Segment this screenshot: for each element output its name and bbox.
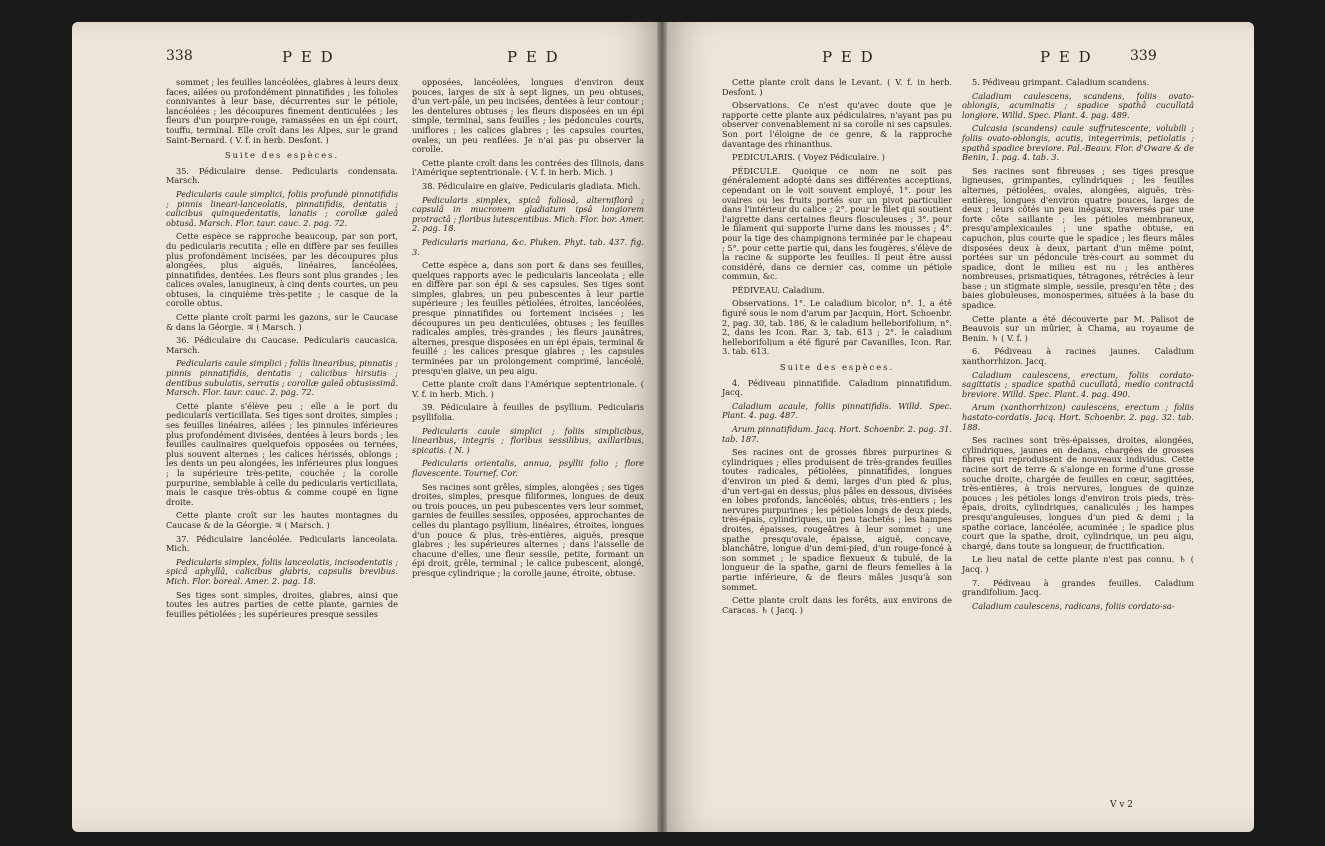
paragraph: opposées, lancéolées, longues d'environ deux pouces, larges de six à sept lignes, un peu obtuses, d'un vert-pâle, un peu incisées, dentées à leur contour ; les dentelures obtuses ; les fleurs disposées en un épi simple, terminal, sans feuilles ; les pédoncules courts, uniflores ; les calices glabres ; les capsules courtes, ovales, un peu renflées. Je n'ai pas pu observer la corolle. bbox=[412, 77, 644, 155]
paragraph: Observations. 1°. Le caladium bicolor, n°. 1, a été figuré sous le nom d'arum par Jacquin, Hort. Schoenbr. 2, pag. 30, tab. 186, & le caladium helleborifolium, n°. 2, dans les Icon. Rar. 3, tab. 613 ; 2°. le caladium helleborifolium a été figuré par Cavanilles, Icon. Rar. 3. tab. 613. bbox=[722, 298, 952, 357]
latin-description: Culcasia (scandens) caule suffrutescente, volubili ; foliis ovato-oblongis, acutis, integerrimis, petiolatis ; spathâ spadice breviore. Pal.-Beauv. Flor. d'Oware & de Benin, 1. pag. 4. tab. 3. bbox=[962, 123, 1194, 163]
book-gutter bbox=[657, 22, 667, 832]
paragraph: PÉDICULE. Quoique ce nom ne soit pas généralement adopté dans ses différentes acceptions, cependant on le voit souvent employé, 1°. pour les ovaires ou les fruits portés sur un pivot particulier dans l'intérieur du calice ; 2°. pour le filet qui soutient l'aigrette dans certaines fleurs flosculeuses ; 3°. pour le filament qui supporte l'urne dans les mousses ; 4°. pour la tige des champignons terminée par le chapeau ; 5°. pour cette partie qui, dans les fougères, s'élève de la racine & supporte les feuilles. Il peut être aussi considéré, dans ce dernier cas, comme un pétiole commun, &c. bbox=[722, 165, 952, 282]
species-heading: 7. Pédiveau à grandes feuilles. Caladium grandifolium. Jacq. bbox=[962, 577, 1194, 598]
entry-heading: PEDICULARIS. ( Voyez Pédiculaire. ) bbox=[732, 152, 885, 163]
paragraph: Cette plante croît parmi les gazons, sur le Caucase & dans la Géorgie. ♃ ( Marsch. ) bbox=[166, 312, 398, 332]
species-heading: 4. Pédiveau pinnatifide. Caladium pinnatifidum. Jacq. bbox=[722, 377, 952, 398]
paragraph: Cette plante s'élève peu ; elle a le port du pedicularis verticillata. Ses tiges sont droites, simples ; ses feuilles linéaires, ailées ; les pinnules inférieures plus profondément divisées, dentées à leurs bords ; les feuilles caulinaires quelquefois opposées ou ternées, plus souvent alternes ; les calices hérissés, oblongs ; les dents un peu alongées, les inférieures plus longues ; la supérieure très-petite, couchée ; la corolle purpurine, semblable à celle du pedicularis verticillata, mais le casque très-obtus & comme coupé en ligne droite. bbox=[166, 400, 398, 507]
latin-description: Arum pinnatifidum. Jacq. Hort. Schoenbr. 2. pag. 31. tab. 187. bbox=[722, 424, 952, 444]
left-column-1 bbox=[166, 78, 398, 623]
species-heading: 36. Pédiculaire du Caucase. Pedicularis caucasica. Marsch. bbox=[166, 335, 398, 355]
latin-description: Pedicularis caule simplici, foliis profundè pinnatifidis ; pinnis lineari-lanceolatis, pinnatifidis, dentatis ; calicibus quinquedentatis, lanatis ; corollæ galeâ obtusâ. Marsch. Flor. taur. cauc. 2. pag. 72. bbox=[166, 188, 398, 228]
left-header-right: P E D bbox=[507, 48, 560, 66]
paragraph: Ses racines sont très-épaisses, droites, alongées, cylindriques, jaunes en dedans, chargées de grosses fibres qui reproduisent de nouveaux individus. Cette racine sort de terre & s'alonge en forme d'une grosse souche droite, chargée de feuilles en cœur, sagittées, très-entières, à trois nervures, longues de quinze pouces ; les pétioles longs d'environ trois pieds, très-épais, droits, cylindriques, canaliculés ; les hampes presqu'anguleuses, longues d'un pied & demi ; la spathe coriace, lancéolée, acuminée ; le spadice plus court que la spathe, droit, cylindrique, un peu aigu, chargé, dans toute sa longueur, de fructification. bbox=[962, 435, 1194, 551]
section-heading: Suite des espèces. bbox=[779, 362, 895, 373]
paragraph: Cette espèce a, dans son port & dans ses feuilles, quelques rapports avec le pedicularis lanceolata ; elle en diffère par son épi & ses capsules. Ses tiges sont simples, glabres, un peu pubescentes à leur partie supérieure ; les feuilles pétiolées, étroites, lancéolées, presque pinnatifides ou fortement incisées ; les découpures un peu denticulées, obtuses ; les feuilles radicales amples, très-grandes ; les fleurs jaunâtres, alternes, presque disposées en un épi épais, terminal & feuillé ; les calices presque glabres ; les capsules terminées par un prolongement comprimé, lancéolé, presqu'en glaive, un peu aigu. bbox=[412, 260, 644, 376]
left-header-left: P E D bbox=[282, 48, 335, 66]
paragraph: Ses racines ont de grosses fibres purpurines & cylindriques ; elles produisent de très-grandes feuilles toutes radicales, pétiolées, pinnatifides, longues d'environ un pied & demi, larges d'un pied & plus, d'un vert-gai en dessus, plus pâles en dessous, divisées en lobes profonds, lancéolés, obtus, très-entiers ; les nervures purpurines ; les pétioles longs de deux pieds, très-épais, cylindriques, un peu tachetés ; les hampes droites, épaisses, rougeâtres à leur sommet ; une spathe presqu'ovale, épaisse, aiguë, concave, blanchâtre, longue d'un demi-pied, d'un rouge-foncé à son sommet ; le spadice flexueux & tubulé, de la longueur de la spathe, garni de fleurs femelles à la partie inférieure, & de fleurs mâles jusqu'à son sommet. bbox=[722, 447, 952, 592]
signature-mark: V v 2 bbox=[1110, 800, 1134, 810]
right-page-number: 339 bbox=[1130, 48, 1157, 64]
species-heading: 37. Pédiculaire lancéolée. Pedicularis lanceolata. Mich. bbox=[166, 533, 398, 554]
species-heading: 39. Pédiculaire à feuilles de psyllium. Pedicularis psyllifolia. bbox=[412, 402, 644, 422]
latin-description: Pedicularis caule simplici ; foliis linearibus, pinnatis ; pinnis pinnatifidis, dentatis ; calicibus hirsutis ; dentibus subulatis, serratis ; corollæ galeâ obtusissimâ. Marsch. Flor. taur. cauc. 2. pag. 72. bbox=[166, 358, 399, 398]
species-heading: 5. Pédiveau grimpant. Caladium scandens. bbox=[972, 77, 1150, 87]
paragraph: Cette plante croît dans l'Amérique septentrionale. ( V. f. in herb. Mich. ) bbox=[412, 379, 644, 399]
paragraph: Cette plante a été découverte par M. Palisot de Beauvois sur un mûrier, à Chama, au royaume de Benin. ♄ ( V. f. ) bbox=[962, 313, 1194, 343]
paragraph: Cette plante croît dans les forêts, aux environs de Caracas. ♄ ( Jacq. ) bbox=[722, 595, 952, 615]
paragraph: Cette plante croît sur les hautes montagnes du Caucase & de la Géorgie. ♃ ( Marsch. ) bbox=[166, 510, 398, 530]
paragraph: Cette plante croît dans les contrées des Illinois, dans l'Amérique septentrionale. ( V. f. in herb. Mich. ) bbox=[412, 157, 644, 178]
entry-heading: PÉDIVEAU. Caladium. bbox=[732, 284, 825, 295]
paragraph: Observations. Ce n'est qu'avec doute que je rapporte cette plante aux pédiculaires, n'ayant pas pu observer convenablement ni sa corolle ni ses capsules. Son port l'éloigne de ce genre, & la rapproche davantage des rhinanthus. bbox=[722, 100, 952, 149]
right-header-left: P E D bbox=[822, 48, 875, 66]
paragraph: Ses racines sont fibreuses ; ses tiges presque ligneuses, grimpantes, cylindriques ; les feuilles alternes, pétiolées, ovales, alongées, aiguës, très-entières, longues d'environ quatre pouces, larges de deux ; leurs côtés un peu inégaux, traversés par une forte côte saillante ; les pétioles membraneux, presqu'amplexicaules ; une spathe obtuse, en capuchon, plus courte que le spadice ; les fleurs mâles disposées deux à deux, partant d'un même point, portées sur un pédoncule très-court au sommet du spadice, dont le milieu est nu ; les anthères nombreuses, prismatiques, tétragones, rétrécies à leur base ; un stigmate simple, sessile, presqu'en tête ; des baies globuleuses, monospermes, situées à la base du spadice. bbox=[962, 165, 1194, 311]
latin-description: Pedicularis caule simplici ; foliis simplicibus, linearibus, integris ; floribus sessilibus, axillaribus, spicatis. ( N. ) bbox=[412, 425, 644, 455]
latin-description: Pedicularis simplex, foliis lanceolatis, incisodentatis ; spicâ aphyllâ, calicibus glabris, capsulis brevibus. Mich. Flor. boreal. Amer. 2. pag. 18. bbox=[166, 556, 398, 586]
latin-description: Caladium caulescens, erectum, foliis cordato-sagittatis ; spadice spathâ cucullatâ, medio contractâ breviore. Willd. Spec. Plant. 4. pag. 490. bbox=[962, 369, 1194, 399]
species-heading: 6. Pédiveau à racines jaunes. Caladium xanthorrhizon. Jacq. bbox=[962, 346, 1194, 367]
latin-description: Caladium acaule, foliis pinnatifidis. Willd. Spec. Plant. 4. pag. 487. bbox=[722, 400, 952, 421]
latin-description: Caladium caulescens, scandens, foliis ovato-oblongis, acuminatis ; spadice spathâ cucullatâ longiore. Willd. Spec. Plant. 4. pag. 489. bbox=[962, 90, 1194, 120]
paragraph: Ses racines sont grêles, simples, alongées ; ses tiges droites, simples, presque filiformes, longues de deux ou trois pouces, un peu pubescentes vers leur sommet, garnies de feuilles sessiles, opposées, approchantes de celles du plantago psyllium, linéaires, étroites, longues d'un pouce & plus, très-entières, aiguës, presque glabres ; les supérieures alternes ; dans l'aisselle de chacune d'elles, une fleur sessile, petite, formant un épi droit, grêle, terminal ; le calice pubescent, alongé, presque cylindrique ; la corolle jaune, étroite, obtuse. bbox=[412, 481, 644, 578]
left-page-number: 338 bbox=[166, 48, 193, 64]
latin-description: Arum (xanthorrhizon) caulescens, erectum ; foliis hastato-cordatis. Jacq. Hort. Schoenbr. 2. pag. 32. tab. 188. bbox=[962, 402, 1194, 432]
paragraph: Cette plante croît dans le Levant. ( V. f. in herb. Desfont. ) bbox=[722, 77, 952, 97]
right-column-2 bbox=[962, 78, 1194, 615]
right-column-1 bbox=[722, 78, 952, 619]
left-column-2 bbox=[412, 78, 644, 583]
paragraph: Ses tiges sont simples, droites, glabres, ainsi que toutes les autres parties de cette plante, garnies de feuilles pétiolées ; les supérieures presque sessiles bbox=[166, 589, 398, 619]
paragraph: Cette espèce se rapproche beaucoup, par son port, du pedicularis recutita ; elle en diffère par ses feuilles plus profondément incisées, par les découpures plus alongées, plus aiguës, linéaires, lancéolées, pinnatifides, dentées. Les fleurs sont plus grandes ; les calices ovales, lanugineux, à cinq dents courtes, un peu obtuses, la cinquième très-petite ; le casque de la corolle obtus. bbox=[166, 231, 398, 309]
latin-description: Pedicularis orientalis, annua, psyllii folio ; flore flavescente. Tournef. Cor. bbox=[412, 458, 644, 478]
latin-description: Pedicularis simplex, spicâ foliosâ, alterniflorâ ; capsulâ in mucronem gladiatum ipsâ longiorem protractâ ; floribus lutescentibus. Mich. Flor. bor. Amer. 2. pag. 18. bbox=[412, 194, 644, 234]
latin-description: Pedicularis mariana, &c. Pluken. Phyt. tab. 437. fig. 3. bbox=[412, 236, 644, 257]
paragraph: Le lieu natal de cette plante n'est pas connu. ♄ ( Jacq. ) bbox=[962, 554, 1194, 574]
paragraph: sommet ; les feuilles lancéolées, glabres à leurs deux faces, ailées ou profondément pinnatifides ; les folioles connivantes à leur base, décurrentes sur le pétiole, lancéolées ; les découpures finement denticulées ; les fleurs d'un pourpre-rouge, ramassées en un épi court, touffu, terminal. Elle croît dans les Alpes, sur le grand Saint-Bernard. ( V. f. in herb. Desfont. ) bbox=[166, 77, 398, 145]
right-header-right: P E D bbox=[1040, 48, 1093, 66]
species-heading: 35. Pédiculaire dense. Pedicularis condensata. Marsch. bbox=[166, 165, 398, 186]
species-heading: 38. Pédiculaire en glaive. Pedicularis gladiata. Mich. bbox=[422, 180, 641, 191]
section-heading: Suite des espèces. bbox=[224, 150, 340, 161]
latin-description: Caladium caulescens, radicans, foliis cordato-sa- bbox=[972, 600, 1175, 611]
